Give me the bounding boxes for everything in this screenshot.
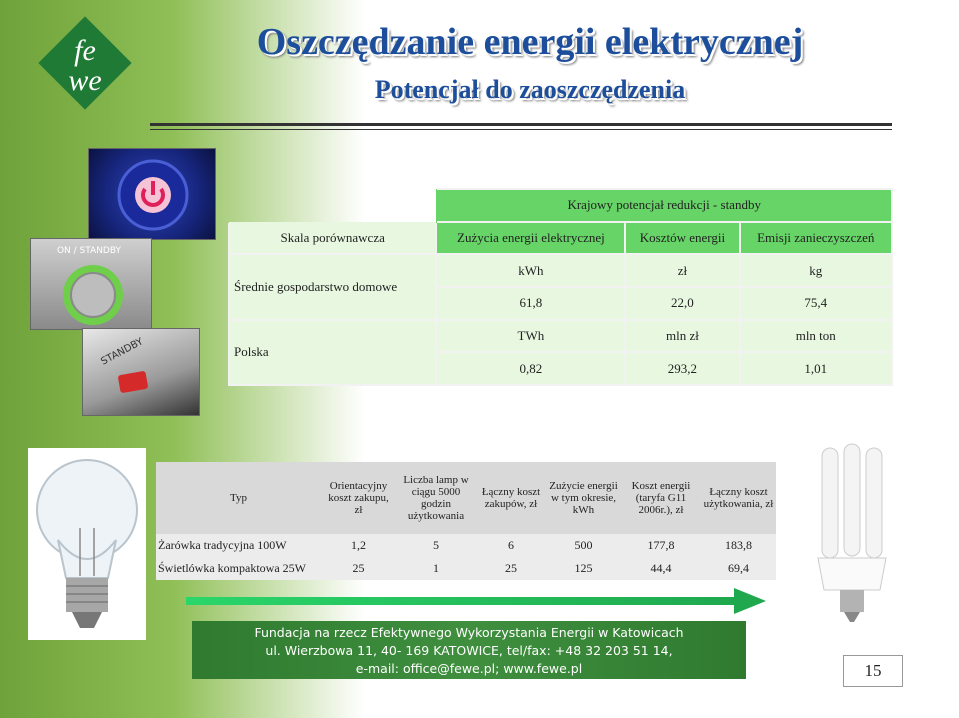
header-energy-cost: Koszt energii (taryfa G11 2006r.), zł [621, 462, 701, 534]
col-emission: Emisji zanieczyszczeń [740, 222, 893, 255]
footer-line-2: ul. Wierzbowa 11, 40- 169 KATOWICE, tel/fax: +48 32 203 51 14, [265, 643, 673, 658]
row-household-label: Średnie gospodarstwo domowe [229, 254, 436, 319]
poland-unit-emission: mln ton [740, 320, 893, 353]
row-cell: 44,4 [621, 557, 701, 580]
table-row [156, 557, 776, 580]
household-value-consumption: 61,8 [436, 287, 625, 320]
top-header: Krajowy potencjał redukcji - standby [436, 189, 892, 222]
standby-reduction-table [228, 188, 893, 386]
title-rule-thin [150, 129, 892, 130]
logo-text-fe: fe [74, 34, 96, 67]
col-consumption: Zużycia energii elektrycznej [436, 222, 625, 255]
header-type: Typ [156, 462, 321, 534]
lamp-comparison-table [156, 462, 776, 580]
row-cell: 6 [476, 534, 546, 557]
logo-text-we: we [68, 64, 102, 97]
incandescent-bulb-photo [28, 448, 146, 640]
page-number: 15 [843, 655, 903, 687]
footer-line-1: Fundacja na rzecz Efektywnego Wykorzystania Energii w Katowicach [254, 625, 684, 640]
title-rule-thick [150, 123, 892, 126]
poland-value-consumption: 0,82 [436, 352, 625, 385]
on-standby-text: ON / STANDBY [56, 246, 122, 256]
col-cost: Kosztów energii [625, 222, 739, 255]
poland-unit-consumption: TWh [436, 320, 625, 353]
table-row [156, 534, 776, 557]
row-cell: 1 [396, 557, 476, 580]
on-standby-button-photo [30, 238, 152, 330]
poland-value-emission: 1,01 [740, 352, 893, 385]
header-purchase-cost: Orientacyjny koszt zakupu, zł [321, 462, 396, 534]
row-cell: 500 [546, 534, 621, 557]
row-type: Świetlówka kompaktowa 25W [156, 557, 321, 580]
power-button-photo [88, 148, 216, 240]
standby-button-photo [82, 328, 200, 416]
slide-subtitle: Potencjał do zaoszczędzenia [374, 75, 686, 104]
row-cell: 25 [476, 557, 546, 580]
row-cell: 5 [396, 534, 476, 557]
row-cell: 125 [546, 557, 621, 580]
header-total-cost: Łączny koszt użytkowania, zł [701, 462, 776, 534]
header-energy-use: Zużycie energii w tym okresie, kWh [546, 462, 621, 534]
row-type: Żarówka tradycyjna 100W [156, 534, 321, 557]
footer-line-3: e-mail: office@fewe.pl; www.fewe.pl [355, 661, 583, 676]
poland-unit-cost: mln zł [625, 320, 739, 353]
row-cell: 183,8 [701, 534, 776, 557]
scale-label: Skala porównawcza [229, 222, 436, 255]
household-value-emission: 75,4 [740, 287, 893, 320]
header-total-purchase: Łączny koszt zakupów, zł [476, 462, 546, 534]
slide-title: Oszczędzanie energii elektrycznej [256, 21, 804, 63]
footer [192, 621, 746, 679]
standby-text: STANDBY [99, 336, 146, 368]
household-unit-emission: kg [740, 254, 893, 287]
header-lamp-count: Liczba lamp w ciągu 5000 godzin użytkowania [396, 462, 476, 534]
row-cell: 177,8 [621, 534, 701, 557]
fewe-logo [30, 8, 140, 118]
household-value-cost: 22,0 [625, 287, 739, 320]
row-poland-label: Polska [229, 320, 436, 385]
row-cell: 25 [321, 557, 396, 580]
arrow-right-icon [186, 588, 766, 614]
row-cell: 1,2 [321, 534, 396, 557]
poland-value-cost: 293,2 [625, 352, 739, 385]
cfl-bulb-photo [784, 440, 924, 626]
row-cell: 69,4 [701, 557, 776, 580]
household-unit-consumption: kWh [436, 254, 625, 287]
household-unit-cost: zł [625, 254, 739, 287]
